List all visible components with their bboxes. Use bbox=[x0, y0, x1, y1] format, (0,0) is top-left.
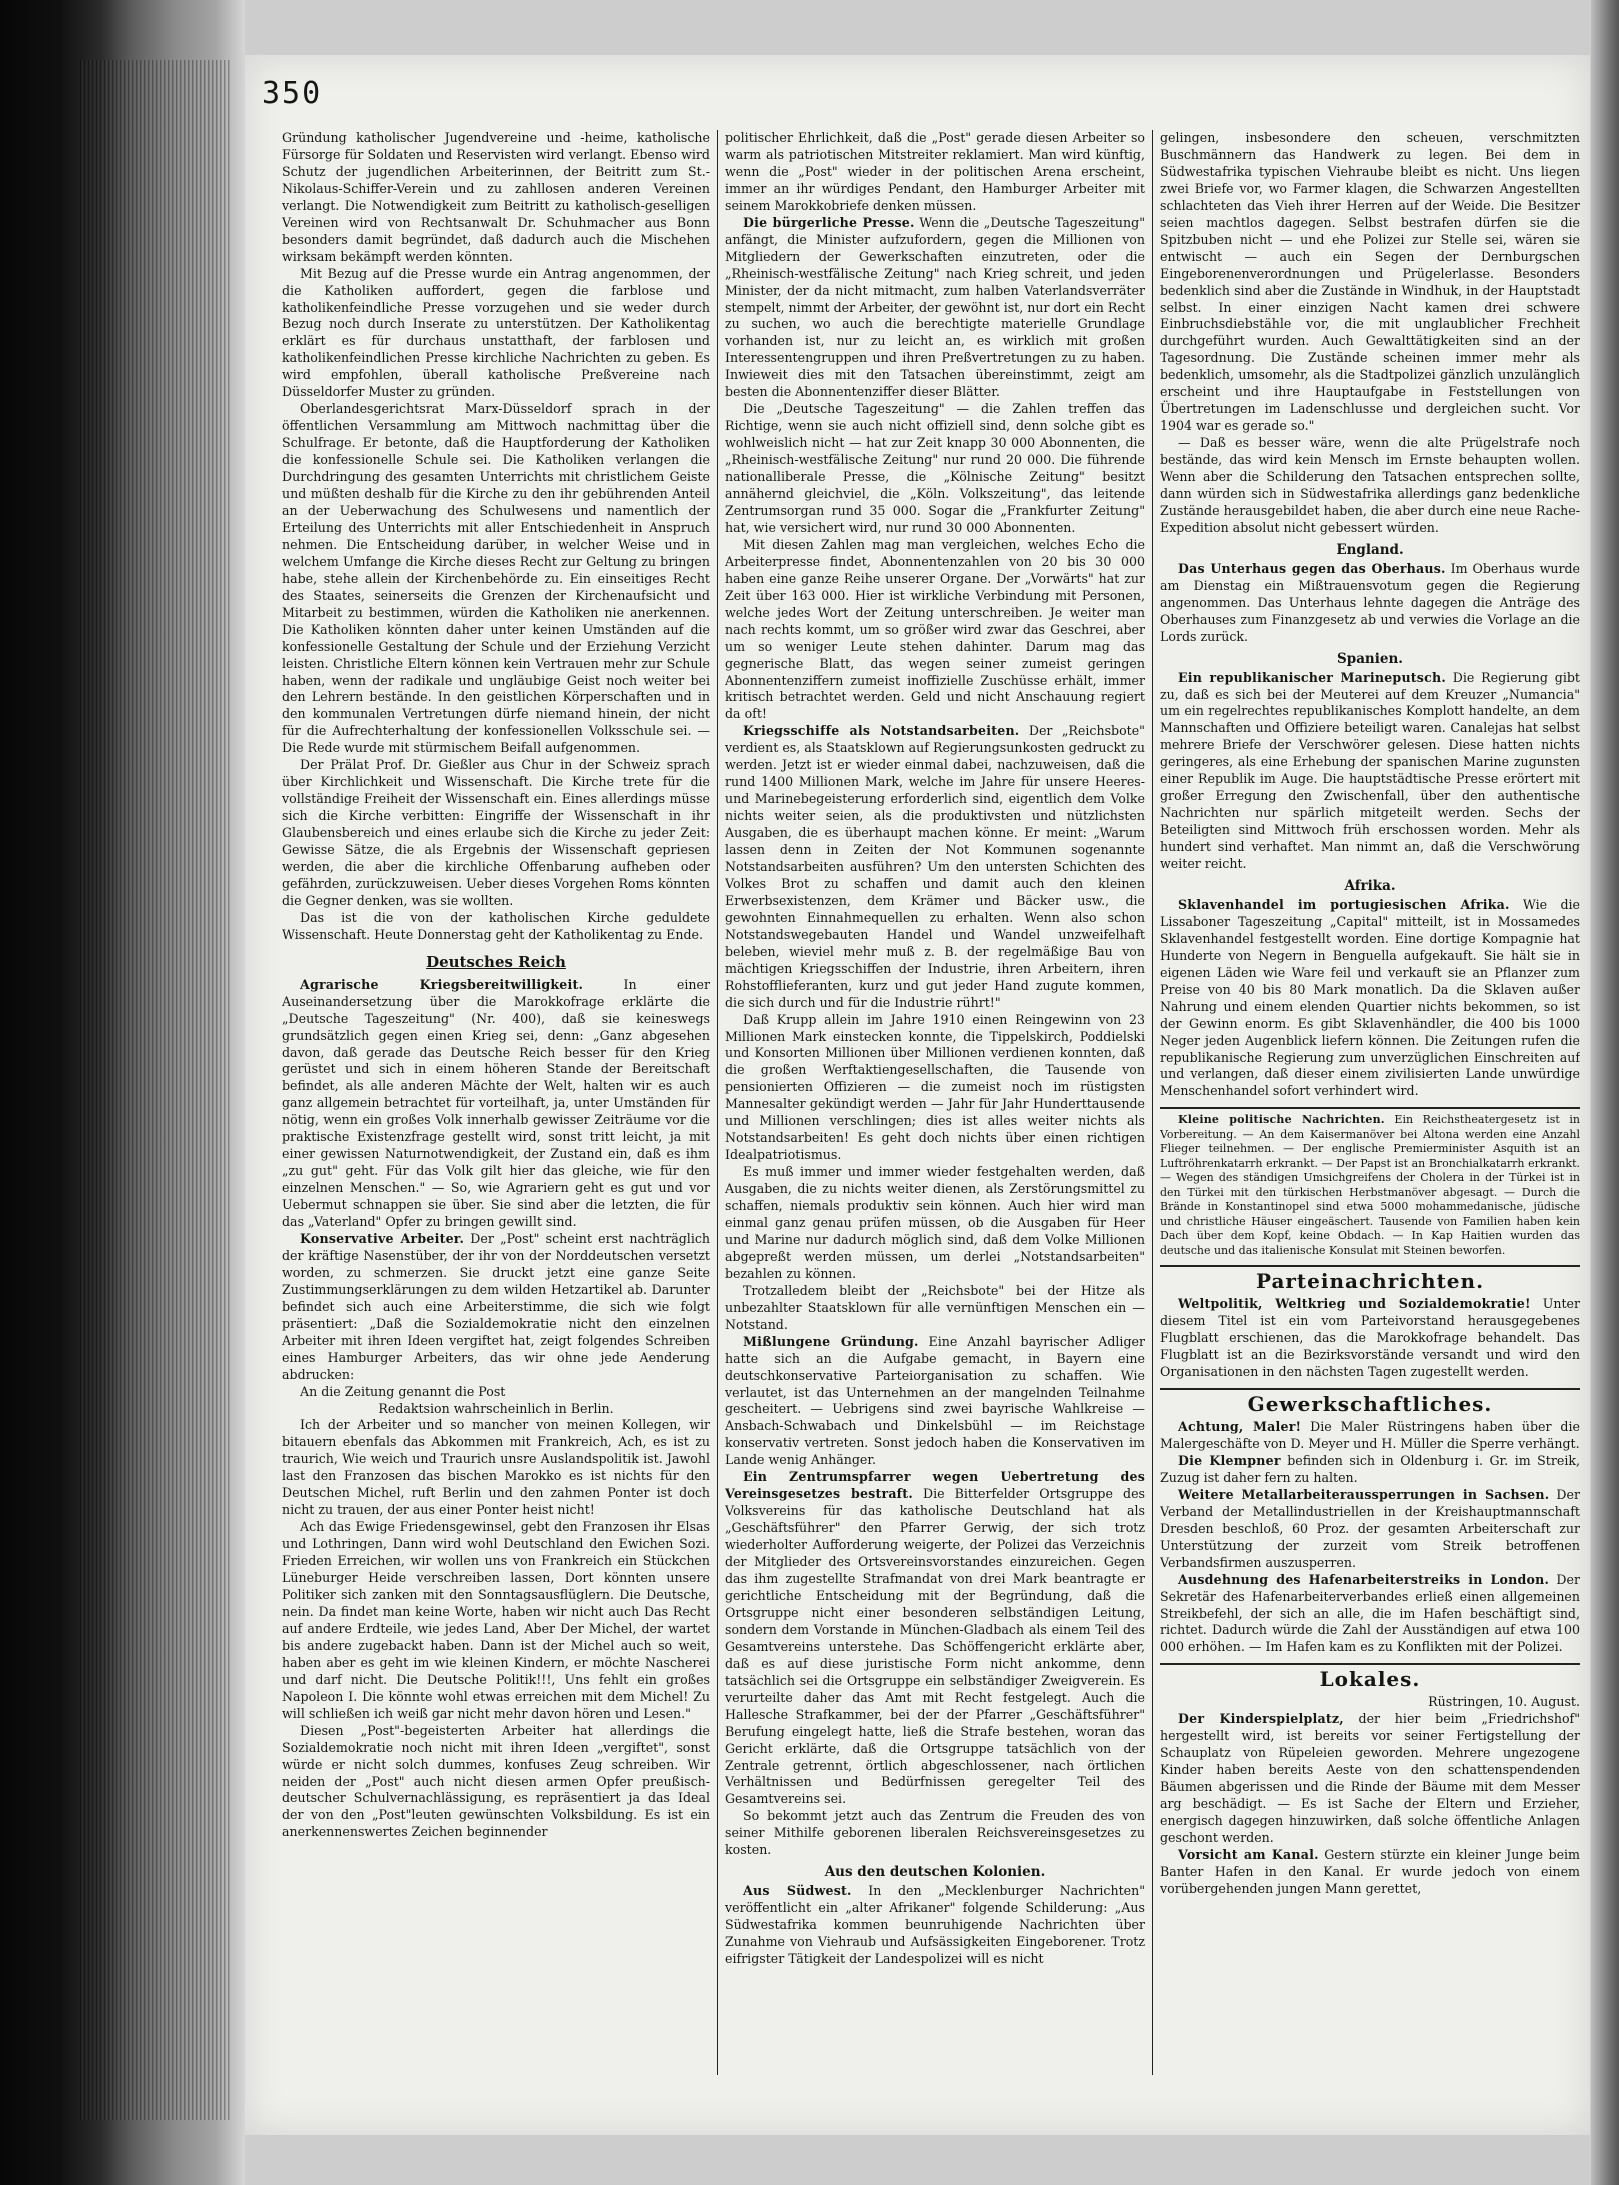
article-keyword: Aus Südwest. bbox=[743, 1883, 852, 1899]
paragraph-text: Die Maler Rüstringens haben über die Malergeschäfte von D. Meyer und H. Müller die Sperre verhängt. bbox=[1160, 1419, 1580, 1451]
paragraph: Diesen „Post"-begeisterten Arbeiter hat allerdings die Sozialdemokratie noch nicht mit ihren Ideen „vergiftet", sonst würde er nicht solch dummes, konfuses Zeug schreiben. Wir neiden der „Post" auch nicht diesen armen Opfer preußisch-deutscher Schulvernachlässigung, es repräsentiert ja das Ideal der von den „Post"leuten gewünschten Volksbildung. Es ist ein anerkennenswertes Zeichen beginnender bbox=[282, 1722, 710, 1840]
paragraph: Oberlandesgerichtsrat Marx-Düsseldorf sprach in der öffentlichen Versammlung am Mittwoch nachmittag über die Schulfrage. Er betonte, daß die Hauptforderung der Katholiken die konfessionelle Schule sei. Die Katholiken verlangen die Durchdringung des gesamten Unterrichts mit christlichem Geiste und müßten deshalb für die Kirche zu den ihr gebührenden Anteil an der Ueberwachung des Schulwesens und namentlich der Erteilung des Unterrichts mit aller Entschiedenheit in Anspruch nehmen. Die Entscheidung darüber, in welcher Weise und in welchem Umfange die Kirche dieses Recht zur Geltung zu bringen habe, stehe allein der Kirchenbehörde zu. Ein einseitiges Recht des Staates, seinerseits die Grenzen der Kirchenaufsicht und Mitarbeit zu bestimmen, würden die Katholiken nie anerkennen. Die Katholiken könnten daher unter keinen Umständen auf die konfessionelle Gestaltung der Schule und der Erziehung Verzicht leisten. Christliche Eltern können kein Vertrauen mehr zur Schule haben, wenn der radikale und ungläubige Geist noch weiter bei den Lehrern bestände. In den geistlichen Körperschaften und in den kommunalen Vertretungen dürfe niemand hinein, der nicht für die Aufrechterhaltung der konfessionellen Volksschule sei. — Die Rede wurde mit stürmischem Beifall aufgenommen. bbox=[282, 401, 710, 756]
section-heading: Spanien. bbox=[1337, 650, 1403, 667]
article-keyword: Kleine politische Nachrichten. bbox=[1178, 1113, 1385, 1127]
paragraph-text: Wie die Lissaboner Tageszeitung „Capital" mitteilt, ist in Mossamedes Sklavenhandel festgestellt worden. Eine dortige Kompagnie hat Hunderte von Negern in Benguella aufgekauft. Sie hält sie in eigenen Läden wie Ware feil und verkauft sie an Pflanzer zum Preise von 40 bis 80 Mark monatlich. Da die Sklaven außer Nahrung und einem elenden Quartier nichts bekommen, so ist der Gewinn enorm. Es gibt Sklavenhändler, die 400 bis 1000 Neger jeden Augenblick liefern können. Die Zeitungen rufen die republikanische Regierung zum unverzüglichen Einschreiten auf und verlangen, daß dieser einem zivilisierten Lande unwürdige Menschenhandel sofort verhindert wird. bbox=[1160, 896, 1580, 1099]
section-heading: Aus den deutschen Kolonien. bbox=[824, 1864, 1046, 1881]
right-page-edge bbox=[1591, 0, 1619, 2185]
paragraph: Daß Krupp allein im Jahre 1910 einen Reingewinn von 23 Millionen Mark einstecken konnte, die Tippelskirch, Poddielski und Konsorten Millionen über Millionen verdienen konnten, daß die großen Werftaktiengesellschaften, die Tausende von pensionierten Offizieren — die zumeist noch im rüstigsten Mannesalter gekündigt werden — Jahr für Jahr Hunderttausende und Millionen verschlingen; dies ist alles weiter nichts als Notstandsarbeiten! Es geht doch nichts über einen richtigen Idealpatriotismus. bbox=[725, 1011, 1145, 1163]
section-heading: Deutsches Reich bbox=[426, 952, 566, 971]
paragraph bbox=[1160, 1487, 1580, 1572]
article-keyword: Achtung, Maler! bbox=[1178, 1419, 1302, 1435]
section-heading: Parteinachrichten. bbox=[1255, 1269, 1485, 1294]
column-2 bbox=[725, 130, 1145, 2080]
paragraph-text: Eine Anzahl bayrischer Adliger hatte sich an die Aufgabe gemacht, in Bayern eine deutschkonservative Parteiorganisation zu schaffen. Wie verlautet, ist das Unternehmen an der mangelnden Teilnahme gescheitert. — Uebrigens sind zwei bayrische Wahlkreise — Ansbach-Schwabach und Dinkelsbühl — im Reichstage konservativ vertreten. Sonst jedoch haben die Konservativen im Lande wenig Anhänger. bbox=[725, 1333, 1145, 1468]
paragraph: Das ist die von der katholischen Kirche geduldete Wissenschaft. Heute Donnerstag geht der Katholikentag zu Ende. bbox=[282, 909, 710, 942]
article-keyword: Der Kinderspielplatz, bbox=[1178, 1711, 1344, 1727]
paragraph bbox=[1160, 1711, 1580, 1847]
paragraph bbox=[725, 215, 1145, 401]
paragraph-text: Ein Reichstheatergesetz ist in Vorbereitung. — An dem Kaisermanöver bei Altona werden eine Anzahl Flieger teilnehmen. — Der englische Premierminister Asquith ist an Luftröhrenkatarrh erkrankt. — Der Papst ist an Bronchialkatarrh erkrankt. — Wegen des ständigen Umsichgreifens der Cholera in der Türkei ist in den Türkei mit den türkischen Herbstmanöver abgesagt. — Durch die Brände in Konstantinopel sind etwa 5000 mohammedanische, jüdische und christliche Häuser eingeäschert. Tausende von Familien haben kein Dach über dem Kopf, keine Obdach. — In Kap Haitien wurden das deutsche und das italienische Konsulat mit Steinen beworfen. bbox=[1160, 1113, 1580, 1257]
paragraph: Gründung katholischer Jugendvereine und -heime, katholische Fürsorge für Soldaten und Reservisten wird verlangt. Ebenso wird Schutz der jugendlichen Arbeiterinnen, der Beitritt zum St.-Nikolaus-Schiffer-Verein und zu zahllosen anderen Vereinen verlangt. Die Notwendigkeit zum Beitritt zu katholisch-geselligen Vereinen wird von Rechtsanwalt Dr. Schuhmacher aus Bonn besonders damit begründet, daß dadurch auch die Mischehen wirksam bekämpft werden könnten. bbox=[282, 130, 710, 264]
page-number: 350 bbox=[262, 76, 323, 111]
section-heading: Afrika. bbox=[1344, 877, 1396, 894]
article-keyword: Kriegsschiffe als Notstandsarbeiten. bbox=[743, 723, 1020, 739]
paragraph: Mit Bezug auf die Presse wurde ein Antrag angenommen, der die Katholiken auffordert, gegen die farblose und katholikenfeindliche Presse vorzugehen und sie weder durch Bezug noch durch Inserate zu unterstützen. Der Katholikentag erklärt es für durchaus unstatthaft, der farblosen und katholikenfeindlichen Presse kirchliche Nachrichten zu geben. Es wird empfohlen, überall katholische Preßvereine nach Düsseldorfer Muster zu gründen. bbox=[282, 265, 710, 400]
article-keyword: Ein republikanischer Marineputsch. bbox=[1178, 669, 1446, 685]
paragraph bbox=[725, 723, 1145, 1011]
article-keyword: Weltpolitik, Weltkrieg und Sozialdemokratie! bbox=[1178, 1296, 1531, 1312]
section-heading: Gewerkschaftliches. bbox=[1247, 1392, 1493, 1417]
paragraph: — Daß es besser wäre, wenn die alte Prügelstrafe noch bestände, das wird kein Mensch im Ernste behaupten wollen. Wenn aber die Schilderung den Tatsachen entsprechen sollte, dann würden sich in Südwestafrika allerdings ganz bedenkliche Zustände herausgebildet haben, die aber durch eine neue Rache-Expedition absolut nicht gebessert würden. bbox=[1160, 435, 1580, 535]
paragraph-text: Wenn die „Deutsche Tageszeitung" anfängt, die Minister aufzufordern, gegen die Millionen von Mitgliedern der Gewerkschaften einzutreten, oder die „Rheinisch-westfälische Zeitung" nach Krieg schreit, und jeden Minister, der da nicht mitmacht, zum halben Vaterlandsverräter stempelt, nimmt der Arbeiter, der gewöhnt ist, nur dort ein Recht zu suchen, wo auch die berechtigte materielle Grundlage vorhanden ist, nur zu leicht an, es wirklich mit großen Interessentengruppen und ihren Preßvertretungen zu zu haben. Inwieweit dies mit den Tatsachen übereinstimmt, zeigt am besten die Abonnentenziffer dieser Blätter. bbox=[725, 214, 1145, 400]
paragraph-text: Der „Reichsbote" verdient es, als Staatsklown auf Regierungsunkosten gedruckt zu werden. Jetzt ist er wieder einmal dabei, nachzuweisen, daß die rund 1400 Millionen Mark, welche im Jahre für unsere Heeres- und Marinebegeisterung erforderlich sind, eigentlich dem Volke nichts weiter seien, als die produktivsten und nützlichsten Ausgaben, die es überhaupt machen könne. Er meint: „Warum lassen denn in Zeiten der Not Kommunen sogenannte Notstandsarbeiten ausführen? Um den untersten Schichten des Volkes Brot zu schaffen und damit auch den kleinen Erwerbsexistenzen, dem Krämer und Bäcker usw., die gewohnten Einnahmequellen zu erhalten. Wenn also schon Notstandswegebauten Handel und Wandel unzweifelhaft beleben, wieviel mehr muß z. B. der regelmäßige Bau von mächtigen Kriegsschiffen der Industrie, ihren Arbeitern, ihren Rohstofflieferanten, kurz und gut jeder Hand zugute kommen, die sich durch und für die Industrie rührt!" bbox=[725, 723, 1145, 1010]
dateline: Rüstringen, 10. August. bbox=[1428, 1694, 1580, 1710]
paragraph-text: Die Bitterfelder Ortsgruppe des Volksvereins für das katholische Deutschland hat als „Geschäftsführer" den Pfarrer Gerwig, der sich trotz wiederholter Aufforderung weigerte, der Polizei das Verzeichnis der Mitglieder des Ortsvereinsvorstandes einzureichen. Gegen das ihm zugestellte Strafmandat von drei Mark beantragte er gerichtliche Entscheidung mit der Begründung, daß die Ortsgruppe nicht einer besonderen selbständigen Leitung, sondern dem Vorstande in München-Gladbach als einem Teil des Gesamtvereins unterstehe. Das Schöffengericht erklärte aber, daß es auf diese juristische Form nicht ankomme, denn tatsächlich sei die Ortsgruppe ein selbständiger Zweigverein. Es verurteilte daher das Amt mit Recht festgelegt. Auch die Hallesche Strafkammer, bei der der Pfarrer „Geschäftsführer" Berufung eingelegt hatte, ließ die Strafe bestehen, woran das Gericht erklärte, daß die Ortsgruppe tatsächlich von der Zentrale getrennt, örtlich abgeschlossener, nach örtlichen Verhältnissen und Bedürfnissen geregelter Teil des Gesamtvereins sei. bbox=[725, 1486, 1145, 1807]
paragraph-text: Die Regierung gibt zu, daß es sich bei der Meuterei auf dem Kreuzer „Numancia" um ein regelrechtes republikanisches Komplott handelte, an dem Mannschaften und Offiziere beteiligt waren. Canalejas hat selbst mehrere Briefe der Verschwörer gelesen. Diese hatten nichts geringeres, als eine Erhebung der spanischen Marine zugunsten einer Republik im Auge. Die hauptstädtische Presse erörtert mit großer Erregung den Zwischenfall, über den authentische Nachrichten nur spärlich mitgeteilt werden. Sechs der Beteiligten sind Mittwoch früh erschossen worden. Mehr als hundert sind verhaftet. Man nimmt an, daß die Verschwörung weiter reicht. bbox=[1160, 669, 1580, 872]
divider bbox=[1160, 1107, 1580, 1109]
article-keyword: Mißlungene Gründung. bbox=[743, 1333, 919, 1349]
paragraph-text: Der Verband der Metallindustriellen in der Kreishauptmannschaft Dresden beschloß, 60 Proz. der gesamten Arbeiterschaft zur Unterstützung der zurzeit vom Streik betroffenen Verbandsfirmen auszusperren. bbox=[1160, 1486, 1580, 1570]
paragraph bbox=[1160, 1572, 1580, 1657]
paragraph bbox=[1160, 1113, 1580, 1258]
paragraph bbox=[725, 1469, 1145, 1808]
paragraph bbox=[1160, 1419, 1580, 1453]
column-3 bbox=[1160, 130, 1580, 2080]
paragraph bbox=[1160, 561, 1580, 646]
paragraph: An die Zeitung genannt die Post bbox=[300, 1383, 506, 1399]
paragraph bbox=[725, 1334, 1145, 1470]
paragraph-text: In einer Auseinandersetzung über die Marokkofrage erklärte die „Deutsche Tageszeitung" (Nr. 400), daß sie keineswegs grundsätzlich gegen einen Krieg sei, denn: „Ganz abgesehen davon, daß gerade das Deutsche Reich besser für den Krieg gerüstet und sich in einem höheren Stande der Bereitschaft befindet, als alle anderen Mächte der Welt, halten wir es auch ganz allgemein betrachtet für vorteilhaft, ja, unter Umständen für nötig, wenn ein großes Volk innerhalb gewisser Zeiträume vor die praktische Existenzfrage gestellt wird, sonst tritt leicht, ja mit einer gewissen Naturnotwendigkeit, der Zustand ein, daß es ihm „zu gut" geht. Für das Volk gilt hier das gleiche, wie für den einzelnen Menschen." — So, wie Agrariern geht es gut und vor Uebermut schnappen sie über. Sie sind aber die letzten, die für das „Vaterland" Opfer zu bringen gewillt sind. bbox=[282, 976, 710, 1230]
paragraph: Ach das Ewige Friedensgewinsel, gebt den Franzosen ihr Elsas und Lothringen, Dann wird wohl Deutschland den Ewichen Sozi. Frieden Erreichen, wir wollen uns von Frankreich ein Stückchen Lüneburger Heide verschreiben lassen, Dort könnten unsere Politiker sich zanken mit den Sonntagsausflüglern. Die Deutsche, nein. Da findet man keine Worte, haben wir nicht auch Das Recht auf andere Erdteile, wie jedes Land, Aber Der Michel, der wartet bis andere zugebackt haben. Dann ist der Michel auch so weit, haben aber es geht im wie kleinen Kindern, er möchte Nascherei und darf nicht. Die Deutsche Politik!!!, Uns fehlt ein großes Napoleon I. Die könnte wohl etwas erreichen mit dem Michel! Zu will schließen ich weiß gar nicht mehr davon hören und Lesen." bbox=[282, 1519, 710, 1721]
letter-address: Redaktsion wahrscheinlich in Berlin. bbox=[378, 1400, 614, 1416]
paragraph bbox=[282, 977, 710, 1231]
article-keyword: Die Klempner bbox=[1178, 1452, 1281, 1468]
paragraph bbox=[725, 1883, 1145, 1968]
article-keyword: Weitere Metallarbeiteraussperrungen in Sachsen. bbox=[1178, 1486, 1550, 1502]
article-keyword: Agrarische Kriegsbereitwilligkeit. bbox=[300, 976, 584, 992]
paragraph bbox=[1160, 1296, 1580, 1381]
paragraph: Ich der Arbeiter und so mancher von meinen Kollegen, wir bitauern ebenfals das Abkommen mit Frankreich, Ach, es ist zu traurich, Wie weich und Traurich unsre Auslandspolitik ist. Jawohl last den Franzosen das bischen Marokko es ist nichts für den Deutschen Michel, ruft Berlin und den zahmen Ponter ist doch nicht zu trauen, der aus einer Ponter heist nicht! bbox=[282, 1417, 710, 1518]
article-keyword: Sklavenhandel im portugiesischen Afrika. bbox=[1178, 896, 1510, 912]
paragraph-text: Unter diesem Titel ist ein vom Parteivorstand herausgegebenes Flugblatt erschienen, das die Marokkofrage behandelt. Das Flugblatt ist an die Bezirksvorstände versandt und wird den Organisationen in den nächsten Tagen zugestellt werden. bbox=[1160, 1296, 1580, 1380]
paragraph bbox=[282, 1231, 710, 1384]
paragraph-text: Der Sekretär des Hafenarbeiterverbandes erließ einen allgemeinen Streikbefehl, der sich an alle, die im Hafen beschäftigt sind, richtet. Dadurch würde die Zahl der Ausständigen auf etwa 100 000 erhöhen. — Im Hafen kam es zu Konflikten mit der Polizei. bbox=[1160, 1571, 1580, 1655]
article-keyword: Ein Zentrumspfarrer wegen Uebertretung des Vereinsgesetzes bestraft. bbox=[725, 1469, 1145, 1502]
article-keyword: Ausdehnung des Hafenarbeiterstreiks in London. bbox=[1178, 1571, 1550, 1587]
article-keyword: Vorsicht am Kanal. bbox=[1178, 1846, 1319, 1862]
paragraph: Die „Deutsche Tageszeitung" — die Zahlen treffen das Richtige, wenn sie auch nicht offiziell sind, denn solche gibt es wohlweislich nicht — hat zur Zeit knapp 30 000 Abonnenten, die „Rheinisch-westfälische Zeitung" nur rund 20 000. Die führende nationalliberale Presse, die „Kölnische Zeitung" besitzt annähernd gleichviel, die „Köln. Volkszeitung", das leitende Zentrumsorgan rund 35 000. Sogar die „Frankfurter Zeitung" hat, wie versichert wird, nur rund 30 000 Abonnenten. bbox=[725, 401, 1145, 535]
column-rule bbox=[717, 130, 718, 2075]
section-heading: Lokales. bbox=[1319, 1667, 1421, 1692]
paragraph: politischer Ehrlichkeit, daß die „Post" gerade diesen Arbeiter so warm als patriotischen Mitstreiter reklamiert. Man wird künftig, wenn die „Post" wieder in der politischen Arena erscheint, immer an ihr würdiges Pendant, den Hamburger Arbeiter mit seinem Marokkobriefe denken müssen. bbox=[725, 130, 1145, 213]
paragraph bbox=[1160, 1453, 1580, 1487]
paragraph: Es muß immer und immer wieder festgehalten werden, daß Ausgaben, die zu nichts weiter dienen, als Zerstörungsmittel zu schaffen, niemals produktiv sein können. Auch hier wird man einmal ganz genau prüfen müssen, ob die Ausgaben für Heer und Marine nur dadurch möglich sind, daß dem Volke Millionen abgepreßt werden müssen, um derlei „Notstandsarbeiten" bezahlen zu können. bbox=[725, 1164, 1145, 1281]
paragraph-text: Der „Post" scheint erst nachträglich der kräftige Nasenstüber, der ihr von der Norddeutschen versetzt worden, zu schmerzen. Sie druckt jetzt eine ganze Seite Zustimmungserklärungen zu dem wilden Hetzartikel ab. Darunter befindet sich auch eine Arbeiterstimme, die sich wie folgt präsentiert: „Daß die Sozialdemokratie nicht den einzelnen Arbeiter mit ihren Ideen vergiftet hat, zeigt folgendes Schreiben eines Hamburger Arbeiters, das wir ohne jede Aenderung abdrucken: bbox=[282, 1231, 710, 1382]
section-heading: England. bbox=[1336, 541, 1404, 558]
paragraph: So bekommt jetzt auch das Zentrum die Freuden des von seiner Mithilfe geborenen liberalen Reichsvereinsgesetzes zu kosten. bbox=[725, 1808, 1145, 1858]
paragraph: gelingen, insbesondere den scheuen, verschmitzten Buschmännern das Handwerk zu legen. Bei dem in Südwestafrika typischen Viehraube bleibt es nicht. Uns liegen zwei Briefe vor, wo Farmer klagen, die Schwarzen Angestellten schlachteten das Vieh ihrer Herren auf der Weide. Die Besitzer seien machtlos dagegen. Selbst bestrafen dürfen sie die Spitzbuben nicht — und ehe Polizei zur Stelle sei, wären sie entwischt — auch ein Segen der Dernburgschen Eingeborenenverordnungen und Prügelerlasse. Besonders bedenklich sind aber die Zustände in Windhuk, in der Hauptstadt selbst. In einer einzigen Nacht kamen drei schwere Einbruchsdiebstähle vor, die mit unglaublicher Frechheit durchgeführt wurden. Auch Gewalttätigkeiten sind an der Tagesordnung. Die Zustände scheinen immer mehr als bedenklich, umsomehr, als die Stadtpolizei gänzlich unzulänglich erscheint und ihre Hauptaufgabe in Feststellungen von Übertretungen im Ladenschlusse und dergleichen sucht. Vor 1904 war es gerade so." bbox=[1160, 130, 1580, 434]
paragraph: Der Prälat Prof. Dr. Gießler aus Chur in der Schweiz sprach über Kirchlichkeit und Wissenschaft. Die Kirche trete für die vollständige Freiheit der Wissenschaft ein. Eines allerdings müsse sich die Kirche verbitten: Eingriffe der Wissenschaft in ihr Glaubensbereich und eines erlaube sich die Kirche zu jeder Zeit: Gewisse Sätze, die als Ergebnis der Wissenschaft gepriesen werden, die aber die kirchliche Offenbarung aufheben oder gefährden, zurückzuweisen. Ueber dieses Vorgehen Roms könnten die Gegner denken, was sie wollten. bbox=[282, 757, 710, 908]
paragraph: Mit diesen Zahlen mag man vergleichen, welches Echo die Arbeiterpresse findet, Abonnentenzahlen von 20 bis 30 000 haben eine ganze Reihe unserer Organe. Der „Vorwärts" hat zur Zeit über 163 000. Hier ist wirkliche Verbindung mit Personen, welche jedes Wort der Zeitung unterschreiben. Je weiter man nach rechts kommt, um so größer wird zwar das Geschrei, aber um so weniger Leute stehen dahinter. Darum mag das gegnerische Blatt, das wegen seiner zumeist geringen Abonnentenziffern zumeist inoffizielle Zuschüsse erhält, immer kritisch betrachtet werden. Geld und nicht Anschauung regiert da oft! bbox=[725, 536, 1145, 722]
column-1 bbox=[282, 130, 710, 2080]
divider bbox=[1160, 1663, 1580, 1665]
page-edges bbox=[80, 60, 230, 2120]
paragraph bbox=[1160, 670, 1580, 873]
column-rule bbox=[1152, 130, 1153, 2075]
paragraph: Trotzalledem bleibt der „Reichsbote" bei der Hitze als unbezahlter Staatsklown für alle vernünftigen Menschen ein — Notstand. bbox=[725, 1282, 1145, 1332]
paragraph-text: In den „Mecklenburger Nachrichten" veröffentlicht ein „alter Afrikaner" folgende Schilderung: „Aus Südwestafrika kommen beunruhigende Nachrichten über Zunahme von Viehraub und Aufsässigkeiten Eingeborener. Trotz eifrigster Tätigkeit der Landespolizei will es nicht bbox=[725, 1883, 1145, 1966]
paragraph-text: befinden sich in Oldenburg i. Gr. im Streik, Zuzug ist daher fern zu halten. bbox=[1160, 1452, 1580, 1485]
article-keyword: Das Unterhaus gegen das Oberhaus. bbox=[1178, 560, 1446, 576]
paragraph-text: Gestern stürzte ein kleiner Junge beim Banter Hafen in den Kanal. Er wurde jedoch von einem vorübergehenden jungen Mann gerettet, bbox=[1160, 1846, 1580, 1896]
paragraph bbox=[1160, 1847, 1580, 1898]
article-keyword: Konservative Arbeiter. bbox=[300, 1231, 465, 1246]
paragraph-text: der hier beim „Friedrichshof" hergestellt wird, ist bereits vor seiner Fertigstellung der Schauplatz von Rüpeleien geworden. Mehrere ungezogene Kinder haben bereits Aeste von den schattenspendenden Bäumen abgerissen und die Rinde der Bäume mit dem Messer arg beschädigt. — Es ist Sache der Eltern und Erzieher, energisch dagegen hinzuwirken, daß solche öffentliche Anlagen geschont werden. bbox=[1160, 1711, 1580, 1845]
paragraph-text: Im Oberhaus wurde am Dienstag ein Mißtrauensvotum gegen die Regierung angenommen. Das Unterhaus lehnte dagegen die Anträge des Oberhauses zum Finanzgesetz ab und verwies die Vorlage an die Lords zurück. bbox=[1160, 560, 1580, 644]
article-keyword: Die bürgerliche Presse. bbox=[743, 214, 915, 230]
paragraph bbox=[1160, 897, 1580, 1100]
divider bbox=[1160, 1388, 1580, 1390]
divider bbox=[1160, 1265, 1580, 1267]
